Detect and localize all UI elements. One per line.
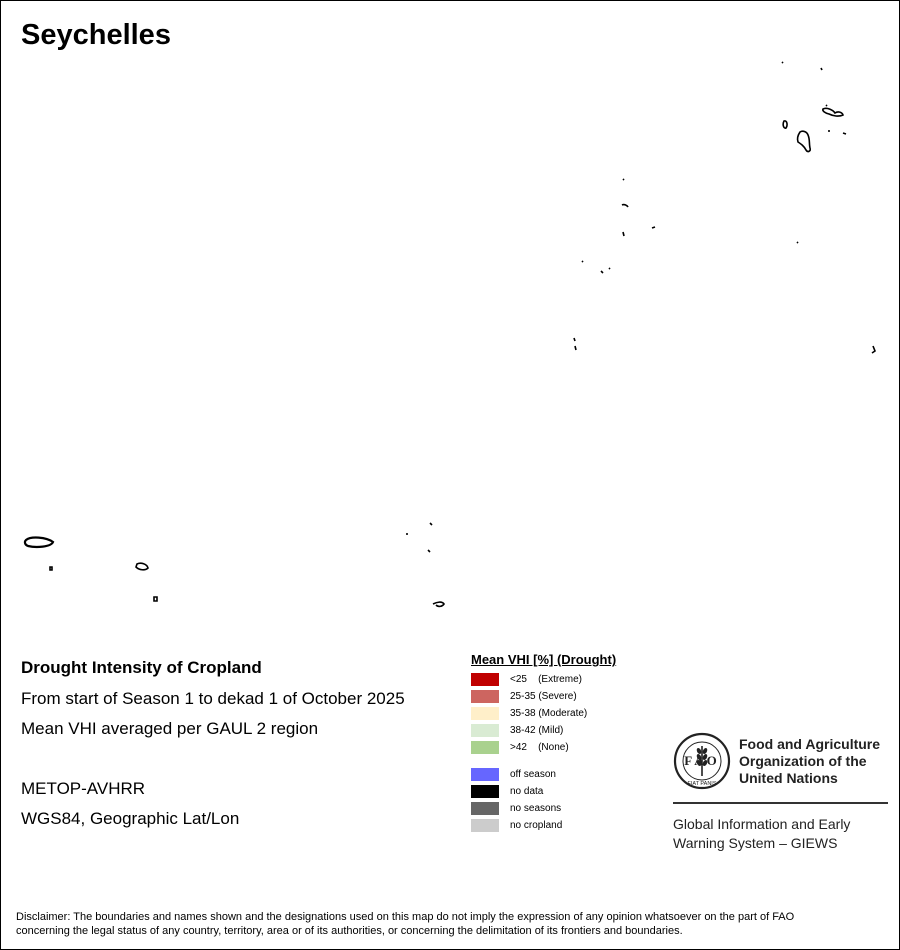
- island-providence: [430, 523, 432, 525]
- legend-title: Mean VHI [%] (Drought): [471, 652, 617, 667]
- fao-logo-motto: FIAT PANIS: [687, 781, 717, 787]
- island-praslin: [823, 108, 843, 116]
- island-denis: [821, 68, 822, 70]
- legend-swatch: [471, 724, 499, 737]
- island-poivre: [575, 346, 576, 350]
- organization-name-line: Organization of the: [739, 753, 867, 769]
- giews-line: Warning System – GIEWS: [673, 835, 838, 851]
- island-bird: [782, 62, 783, 63]
- legend-label: 25-35 (Severe): [510, 691, 577, 702]
- legend-label: 35-38 (Moderate): [510, 708, 588, 719]
- organization-name-line: Food and Agriculture: [739, 736, 881, 752]
- divider: [673, 802, 888, 804]
- island-marie-louise: [601, 271, 603, 273]
- island-african-banks: [623, 179, 624, 180]
- legend-item: [471, 705, 616, 722]
- legend-swatch: [471, 741, 499, 754]
- disclaimer-text: [16, 910, 886, 938]
- legend-item: [471, 766, 616, 783]
- organization-name-line: United Nations: [739, 770, 838, 786]
- legend-item: [471, 817, 616, 834]
- legend-item: [471, 688, 616, 705]
- island-platte: [652, 227, 655, 228]
- projection-text: WGS84, Geographic Lat/Lon: [21, 809, 240, 828]
- island-remire: [623, 232, 624, 236]
- legend-swatch: [471, 785, 499, 798]
- giews-line: Global Information and Early: [673, 816, 851, 832]
- legend-item: [471, 671, 616, 688]
- legend-swatch: [471, 802, 499, 815]
- period-text: From start of Season 1 to dekad 1 of October 2025: [21, 689, 405, 708]
- island-fregate: [843, 133, 846, 134]
- island-coetivy: [872, 346, 875, 353]
- legend-item: [471, 783, 616, 800]
- legend-swatch: [471, 673, 499, 686]
- disclaimer-line: Disclaimer: The boundaries and names shown and the designations used on this map do not imply the expression of any opinion whatsoever on the part of FAO: [16, 911, 795, 923]
- legend-item: [471, 800, 616, 817]
- island-denis-south: [797, 242, 798, 243]
- island-alphonse: [582, 261, 583, 262]
- island-astove: [154, 597, 157, 601]
- island-cosmoledo: [136, 563, 148, 570]
- island-silhouette: [783, 121, 787, 128]
- island-assumption: [50, 567, 52, 570]
- legend-label: >42 (None): [510, 742, 569, 753]
- legend-swatch: [471, 707, 499, 720]
- island-outlines: [1, 1, 899, 641]
- legend-label: no cropland: [510, 820, 563, 831]
- map-title: Seychelles: [21, 19, 171, 51]
- fao-logo-icon: [673, 732, 731, 790]
- legend-item: [471, 722, 616, 739]
- giews-label: [673, 815, 850, 853]
- island-st-pierre: [428, 550, 430, 552]
- sensor-text: METOP-AVHRR: [21, 779, 146, 798]
- map-legend: [471, 652, 616, 834]
- island-desnoeufs: [609, 268, 610, 269]
- legend-label: off season: [510, 769, 556, 780]
- island-desroches: [574, 338, 575, 341]
- island-la-digue: [826, 105, 827, 106]
- legend-swatch: [471, 768, 499, 781]
- legend-item: [471, 739, 616, 756]
- legend-label: no seasons: [510, 803, 562, 814]
- fao-logo-letters: FAO: [684, 753, 720, 768]
- legend-swatch: [471, 690, 499, 703]
- map-heading: Drought Intensity of Cropland: [21, 658, 262, 677]
- island-aldabra: [25, 538, 53, 547]
- island-d-arros: [622, 205, 628, 207]
- method-text: Mean VHI averaged per GAUL 2 region: [21, 719, 319, 738]
- island-farquhar: [433, 602, 444, 606]
- disclaimer-line: concerning the legal status of any country, territory, area or of its authorities, or concerning the delimitation of its frontiers and boundaries.: [16, 925, 683, 937]
- organization-name: [739, 736, 880, 787]
- legend-label: <25 (Extreme): [510, 674, 582, 685]
- legend-label: 38-42 (Mild): [510, 725, 564, 736]
- legend-label: no data: [510, 786, 544, 797]
- legend-swatch: [471, 819, 499, 832]
- island-mahe: [798, 131, 811, 151]
